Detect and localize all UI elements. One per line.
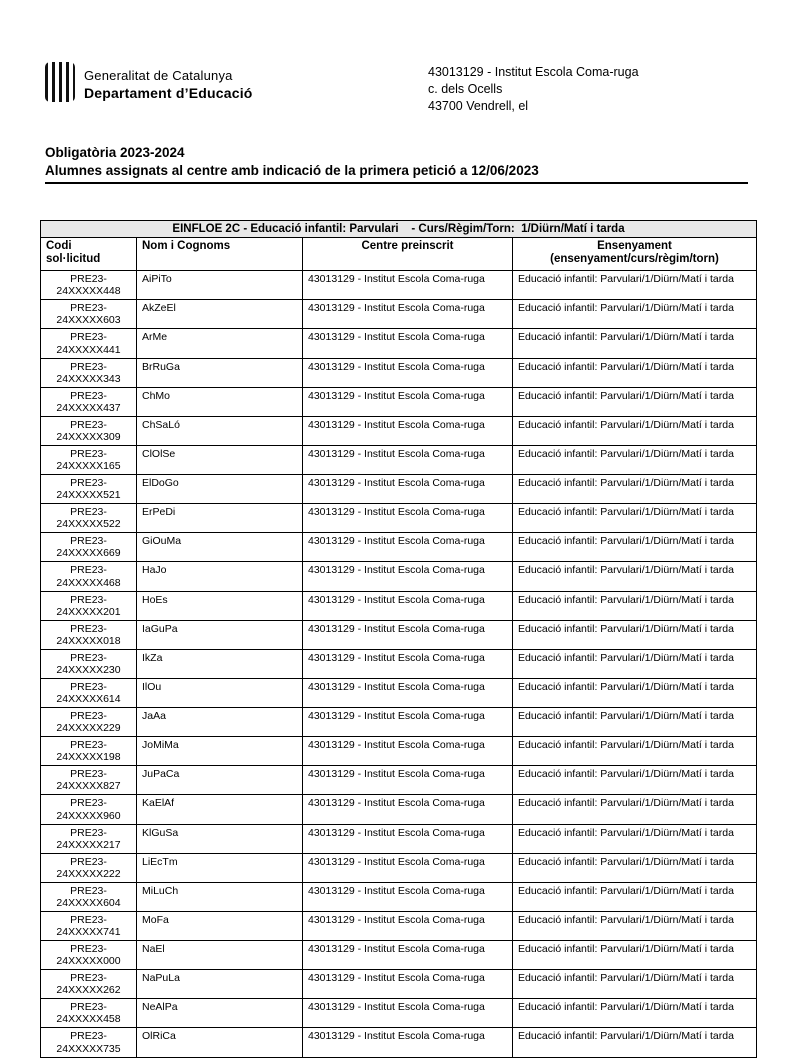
codi-number: 24XXXXX603 bbox=[56, 314, 121, 327]
cell-codi-sollicitud bbox=[41, 795, 137, 824]
cell-nom-cognoms: ErPeDi bbox=[137, 504, 303, 533]
codi-number: 24XXXXX741 bbox=[56, 926, 121, 939]
group-header: EINFLOE 2C - Educació infantil: Parvulari - Curs/Règim/Torn: 1/Diürn/Matí i tarda bbox=[41, 220, 757, 237]
cell-ensenyament: Educació infantil: Parvulari/1/Diürn/Matí i tarda bbox=[513, 300, 757, 329]
cell-codi-sollicitud bbox=[41, 475, 137, 504]
codi-prefix: PRE23- bbox=[70, 593, 107, 606]
table-row bbox=[41, 708, 757, 737]
cell-codi-sollicitud bbox=[41, 941, 137, 970]
codi-number: 24XXXXX448 bbox=[56, 285, 121, 298]
cell-codi-sollicitud bbox=[41, 329, 137, 358]
cell-nom-cognoms: IaGuPa bbox=[137, 620, 303, 649]
table-row bbox=[41, 795, 757, 824]
table-row bbox=[41, 620, 757, 649]
cell-nom-cognoms: GiOuMa bbox=[137, 533, 303, 562]
org-line1: Generalitat de Catalunya bbox=[84, 67, 233, 83]
cell-centre-preinscrit: 43013129 - Institut Escola Coma-ruga bbox=[303, 1028, 513, 1057]
codi-number: 24XXXXX230 bbox=[56, 663, 121, 676]
table-row bbox=[41, 649, 757, 678]
cell-centre-preinscrit: 43013129 - Institut Escola Coma-ruga bbox=[303, 882, 513, 911]
column-header-codi bbox=[41, 237, 137, 271]
codi-prefix: PRE23- bbox=[70, 447, 107, 460]
codi-prefix: PRE23- bbox=[70, 564, 107, 577]
cell-codi-sollicitud bbox=[41, 853, 137, 882]
cell-codi-sollicitud bbox=[41, 649, 137, 678]
cell-ensenyament: Educació infantil: Parvulari/1/Diürn/Matí i tarda bbox=[513, 562, 757, 591]
table-row bbox=[41, 1028, 757, 1057]
cell-nom-cognoms: NaPuLa bbox=[137, 970, 303, 999]
cell-centre-preinscrit: 43013129 - Institut Escola Coma-ruga bbox=[303, 271, 513, 300]
cell-codi-sollicitud bbox=[41, 416, 137, 445]
cell-ensenyament: Educació infantil: Parvulari/1/Diürn/Matí i tarda bbox=[513, 387, 757, 416]
codi-prefix: PRE23- bbox=[70, 680, 107, 693]
codi-prefix: PRE23- bbox=[70, 943, 107, 956]
cell-centre-preinscrit: 43013129 - Institut Escola Coma-ruga bbox=[303, 999, 513, 1028]
cell-centre-preinscrit: 43013129 - Institut Escola Coma-ruga bbox=[303, 911, 513, 940]
table-row bbox=[41, 445, 757, 474]
codi-prefix: PRE23- bbox=[70, 913, 107, 926]
cell-centre-preinscrit: 43013129 - Institut Escola Coma-ruga bbox=[303, 795, 513, 824]
cell-ensenyament: Educació infantil: Parvulari/1/Diürn/Matí i tarda bbox=[513, 882, 757, 911]
cell-centre-preinscrit: 43013129 - Institut Escola Coma-ruga bbox=[303, 591, 513, 620]
title-block bbox=[45, 145, 748, 184]
cell-centre-preinscrit: 43013129 - Institut Escola Coma-ruga bbox=[303, 708, 513, 737]
column-header-centre: Centre preinscrit bbox=[303, 237, 513, 271]
table-row bbox=[41, 271, 757, 300]
cell-nom-cognoms: ClOlSe bbox=[137, 445, 303, 474]
codi-prefix: PRE23- bbox=[70, 855, 107, 868]
codi-number: 24XXXXX165 bbox=[56, 460, 121, 473]
codi-number: 24XXXXX201 bbox=[56, 605, 121, 618]
table-row bbox=[41, 329, 757, 358]
codi-number: 24XXXXX229 bbox=[56, 722, 121, 735]
cell-codi-sollicitud bbox=[41, 708, 137, 737]
cell-codi-sollicitud bbox=[41, 504, 137, 533]
cell-codi-sollicitud bbox=[41, 358, 137, 387]
cell-nom-cognoms: MiLuCh bbox=[137, 882, 303, 911]
codi-prefix: PRE23- bbox=[70, 884, 107, 897]
cell-codi-sollicitud bbox=[41, 678, 137, 707]
codi-number: 24XXXXX458 bbox=[56, 1013, 121, 1026]
cell-centre-preinscrit: 43013129 - Institut Escola Coma-ruga bbox=[303, 678, 513, 707]
codi-prefix: PRE23- bbox=[70, 389, 107, 402]
cell-codi-sollicitud bbox=[41, 300, 137, 329]
codi-prefix: PRE23- bbox=[70, 331, 107, 344]
codi-prefix: PRE23- bbox=[70, 739, 107, 752]
codi-number: 24XXXXX441 bbox=[56, 343, 121, 356]
codi-prefix: PRE23- bbox=[70, 477, 107, 490]
assignments-table bbox=[40, 220, 757, 1058]
cell-ensenyament: Educació infantil: Parvulari/1/Diürn/Matí i tarda bbox=[513, 271, 757, 300]
cell-ensenyament: Educació infantil: Parvulari/1/Diürn/Matí i tarda bbox=[513, 970, 757, 999]
cell-codi-sollicitud bbox=[41, 970, 137, 999]
cell-ensenyament: Educació infantil: Parvulari/1/Diürn/Matí i tarda bbox=[513, 416, 757, 445]
cell-nom-cognoms: BrRuGa bbox=[137, 358, 303, 387]
cell-ensenyament: Educació infantil: Parvulari/1/Diürn/Matí i tarda bbox=[513, 999, 757, 1028]
cell-nom-cognoms: MoFa bbox=[137, 911, 303, 940]
codi-number: 24XXXXX614 bbox=[56, 693, 121, 706]
cell-centre-preinscrit: 43013129 - Institut Escola Coma-ruga bbox=[303, 358, 513, 387]
table-row bbox=[41, 562, 757, 591]
cell-nom-cognoms: NeAlPa bbox=[137, 999, 303, 1028]
cell-codi-sollicitud bbox=[41, 1028, 137, 1057]
codi-number: 24XXXXX000 bbox=[56, 955, 121, 968]
cell-ensenyament: Educació infantil: Parvulari/1/Diürn/Matí i tarda bbox=[513, 824, 757, 853]
codi-prefix: PRE23- bbox=[70, 1030, 107, 1043]
codi-prefix: PRE23- bbox=[70, 1001, 107, 1014]
codi-number: 24XXXXX827 bbox=[56, 780, 121, 793]
cell-codi-sollicitud bbox=[41, 387, 137, 416]
codi-number: 24XXXXX343 bbox=[56, 372, 121, 385]
cell-codi-sollicitud bbox=[41, 737, 137, 766]
table-row bbox=[41, 475, 757, 504]
codi-number: 24XXXXX309 bbox=[56, 430, 121, 443]
table-row bbox=[41, 824, 757, 853]
cell-ensenyament: Educació infantil: Parvulari/1/Diürn/Matí i tarda bbox=[513, 358, 757, 387]
cell-nom-cognoms: IkZa bbox=[137, 649, 303, 678]
table-row bbox=[41, 766, 757, 795]
cell-ensenyament: Educació infantil: Parvulari/1/Diürn/Matí i tarda bbox=[513, 708, 757, 737]
table-row bbox=[41, 970, 757, 999]
column-header-ensenyament bbox=[513, 237, 757, 271]
codi-prefix: PRE23- bbox=[70, 273, 107, 286]
cell-nom-cognoms: HaJo bbox=[137, 562, 303, 591]
cell-centre-preinscrit: 43013129 - Institut Escola Coma-ruga bbox=[303, 445, 513, 474]
document-title: Alumnes assignats al centre amb indicació de la primera petició a 12/06/2023 bbox=[45, 163, 748, 184]
table-row bbox=[41, 911, 757, 940]
cell-centre-preinscrit: 43013129 - Institut Escola Coma-ruga bbox=[303, 941, 513, 970]
cell-centre-preinscrit: 43013129 - Institut Escola Coma-ruga bbox=[303, 824, 513, 853]
codi-prefix: PRE23- bbox=[70, 651, 107, 664]
cell-codi-sollicitud bbox=[41, 271, 137, 300]
codi-prefix: PRE23- bbox=[70, 418, 107, 431]
cell-centre-preinscrit: 43013129 - Institut Escola Coma-ruga bbox=[303, 533, 513, 562]
codi-prefix: PRE23- bbox=[70, 622, 107, 635]
table-row bbox=[41, 387, 757, 416]
codi-number: 24XXXXX522 bbox=[56, 518, 121, 531]
codi-number: 24XXXXX521 bbox=[56, 489, 121, 502]
center-code-name: 43013129 - Institut Escola Coma-ruga bbox=[428, 65, 639, 79]
cell-ensenyament: Educació infantil: Parvulari/1/Diürn/Matí i tarda bbox=[513, 649, 757, 678]
column-header-ens-line1: Ensenyament bbox=[597, 239, 672, 252]
column-header-ens-line2: (ensenyament/curs/règim/torn) bbox=[550, 253, 719, 266]
codi-prefix: PRE23- bbox=[70, 535, 107, 548]
codi-number: 24XXXXX669 bbox=[56, 547, 121, 560]
codi-number: 24XXXXX604 bbox=[56, 896, 121, 909]
cell-nom-cognoms: JaAa bbox=[137, 708, 303, 737]
codi-number: 24XXXXX468 bbox=[56, 576, 121, 589]
cell-nom-cognoms: KlGuSa bbox=[137, 824, 303, 853]
cell-codi-sollicitud bbox=[41, 911, 137, 940]
table-row bbox=[41, 591, 757, 620]
cell-codi-sollicitud bbox=[41, 591, 137, 620]
cell-ensenyament: Educació infantil: Parvulari/1/Diürn/Matí i tarda bbox=[513, 475, 757, 504]
cell-centre-preinscrit: 43013129 - Institut Escola Coma-ruga bbox=[303, 329, 513, 358]
org-name bbox=[84, 64, 253, 101]
cell-nom-cognoms: JoMiMa bbox=[137, 737, 303, 766]
cell-nom-cognoms: LiEcTm bbox=[137, 853, 303, 882]
cell-codi-sollicitud bbox=[41, 824, 137, 853]
cell-codi-sollicitud bbox=[41, 562, 137, 591]
org-line2: Departament d’Educació bbox=[84, 84, 253, 101]
cell-centre-preinscrit: 43013129 - Institut Escola Coma-ruga bbox=[303, 562, 513, 591]
cell-centre-preinscrit: 43013129 - Institut Escola Coma-ruga bbox=[303, 649, 513, 678]
document-header bbox=[45, 62, 748, 115]
cell-ensenyament: Educació infantil: Parvulari/1/Diürn/Matí i tarda bbox=[513, 911, 757, 940]
table-body bbox=[41, 271, 757, 1057]
cell-nom-cognoms: ChSaLó bbox=[137, 416, 303, 445]
codi-prefix: PRE23- bbox=[70, 360, 107, 373]
table-row bbox=[41, 737, 757, 766]
table-column-header-row bbox=[41, 237, 757, 271]
codi-number: 24XXXXX960 bbox=[56, 809, 121, 822]
cell-centre-preinscrit: 43013129 - Institut Escola Coma-ruga bbox=[303, 853, 513, 882]
codi-number: 24XXXXX437 bbox=[56, 401, 121, 414]
cell-nom-cognoms: IlOu bbox=[137, 678, 303, 707]
table-row bbox=[41, 853, 757, 882]
cell-codi-sollicitud bbox=[41, 445, 137, 474]
table-row bbox=[41, 504, 757, 533]
column-header-codi-line2: sol·licitud bbox=[46, 253, 101, 266]
cell-centre-preinscrit: 43013129 - Institut Escola Coma-ruga bbox=[303, 620, 513, 649]
codi-number: 24XXXXX735 bbox=[56, 1042, 121, 1055]
center-street: c. dels Ocells bbox=[428, 81, 503, 96]
org-block bbox=[45, 62, 428, 102]
column-header-codi-line1: Codi bbox=[46, 239, 72, 252]
cell-codi-sollicitud bbox=[41, 533, 137, 562]
cell-centre-preinscrit: 43013129 - Institut Escola Coma-ruga bbox=[303, 970, 513, 999]
cell-ensenyament: Educació infantil: Parvulari/1/Diürn/Matí i tarda bbox=[513, 941, 757, 970]
cell-ensenyament: Educació infantil: Parvulari/1/Diürn/Matí i tarda bbox=[513, 533, 757, 562]
generalitat-logo-icon bbox=[45, 62, 75, 102]
cell-ensenyament: Educació infantil: Parvulari/1/Diürn/Matí i tarda bbox=[513, 445, 757, 474]
cell-centre-preinscrit: 43013129 - Institut Escola Coma-ruga bbox=[303, 387, 513, 416]
table-row bbox=[41, 678, 757, 707]
codi-number: 24XXXXX018 bbox=[56, 634, 121, 647]
cell-nom-cognoms: KaElAf bbox=[137, 795, 303, 824]
codi-number: 24XXXXX217 bbox=[56, 838, 121, 851]
document-subtitle: Obligatòria 2023-2024 bbox=[45, 144, 185, 160]
center-city: 43700 Vendrell, el bbox=[428, 98, 529, 113]
column-header-nom: Nom i Cognoms bbox=[137, 237, 303, 271]
cell-ensenyament: Educació infantil: Parvulari/1/Diürn/Matí i tarda bbox=[513, 853, 757, 882]
cell-codi-sollicitud bbox=[41, 620, 137, 649]
cell-nom-cognoms: OlRiCa bbox=[137, 1028, 303, 1057]
cell-centre-preinscrit: 43013129 - Institut Escola Coma-ruga bbox=[303, 504, 513, 533]
cell-ensenyament: Educació infantil: Parvulari/1/Diürn/Matí i tarda bbox=[513, 591, 757, 620]
table-row bbox=[41, 358, 757, 387]
cell-nom-cognoms: ArMe bbox=[137, 329, 303, 358]
cell-ensenyament: Educació infantil: Parvulari/1/Diürn/Matí i tarda bbox=[513, 766, 757, 795]
cell-nom-cognoms: AkZeEl bbox=[137, 300, 303, 329]
codi-prefix: PRE23- bbox=[70, 797, 107, 810]
codi-prefix: PRE23- bbox=[70, 302, 107, 315]
cell-nom-cognoms: JuPaCa bbox=[137, 766, 303, 795]
codi-number: 24XXXXX222 bbox=[56, 867, 121, 880]
cell-nom-cognoms: ElDoGo bbox=[137, 475, 303, 504]
table-group-header-row bbox=[41, 220, 757, 237]
codi-prefix: PRE23- bbox=[70, 506, 107, 519]
cell-codi-sollicitud bbox=[41, 882, 137, 911]
cell-nom-cognoms: ChMo bbox=[137, 387, 303, 416]
codi-prefix: PRE23- bbox=[70, 972, 107, 985]
cell-centre-preinscrit: 43013129 - Institut Escola Coma-ruga bbox=[303, 475, 513, 504]
codi-prefix: PRE23- bbox=[70, 768, 107, 781]
cell-centre-preinscrit: 43013129 - Institut Escola Coma-ruga bbox=[303, 737, 513, 766]
cell-ensenyament: Educació infantil: Parvulari/1/Diürn/Matí i tarda bbox=[513, 329, 757, 358]
cell-nom-cognoms: HoEs bbox=[137, 591, 303, 620]
table-row bbox=[41, 882, 757, 911]
cell-centre-preinscrit: 43013129 - Institut Escola Coma-ruga bbox=[303, 300, 513, 329]
cell-ensenyament: Educació infantil: Parvulari/1/Diürn/Matí i tarda bbox=[513, 1028, 757, 1057]
cell-ensenyament: Educació infantil: Parvulari/1/Diürn/Matí i tarda bbox=[513, 795, 757, 824]
center-address-block bbox=[428, 62, 639, 115]
table-row bbox=[41, 941, 757, 970]
cell-ensenyament: Educació infantil: Parvulari/1/Diürn/Matí i tarda bbox=[513, 620, 757, 649]
cell-ensenyament: Educació infantil: Parvulari/1/Diürn/Matí i tarda bbox=[513, 737, 757, 766]
table-row bbox=[41, 533, 757, 562]
table-row bbox=[41, 416, 757, 445]
table-row bbox=[41, 300, 757, 329]
cell-nom-cognoms: AiPiTo bbox=[137, 271, 303, 300]
codi-number: 24XXXXX262 bbox=[56, 984, 121, 997]
codi-prefix: PRE23- bbox=[70, 826, 107, 839]
codi-number: 24XXXXX198 bbox=[56, 751, 121, 764]
codi-prefix: PRE23- bbox=[70, 710, 107, 723]
cell-ensenyament: Educació infantil: Parvulari/1/Diürn/Matí i tarda bbox=[513, 504, 757, 533]
cell-ensenyament: Educació infantil: Parvulari/1/Diürn/Matí i tarda bbox=[513, 678, 757, 707]
cell-nom-cognoms: NaEl bbox=[137, 941, 303, 970]
cell-centre-preinscrit: 43013129 - Institut Escola Coma-ruga bbox=[303, 766, 513, 795]
cell-centre-preinscrit: 43013129 - Institut Escola Coma-ruga bbox=[303, 416, 513, 445]
cell-codi-sollicitud bbox=[41, 766, 137, 795]
